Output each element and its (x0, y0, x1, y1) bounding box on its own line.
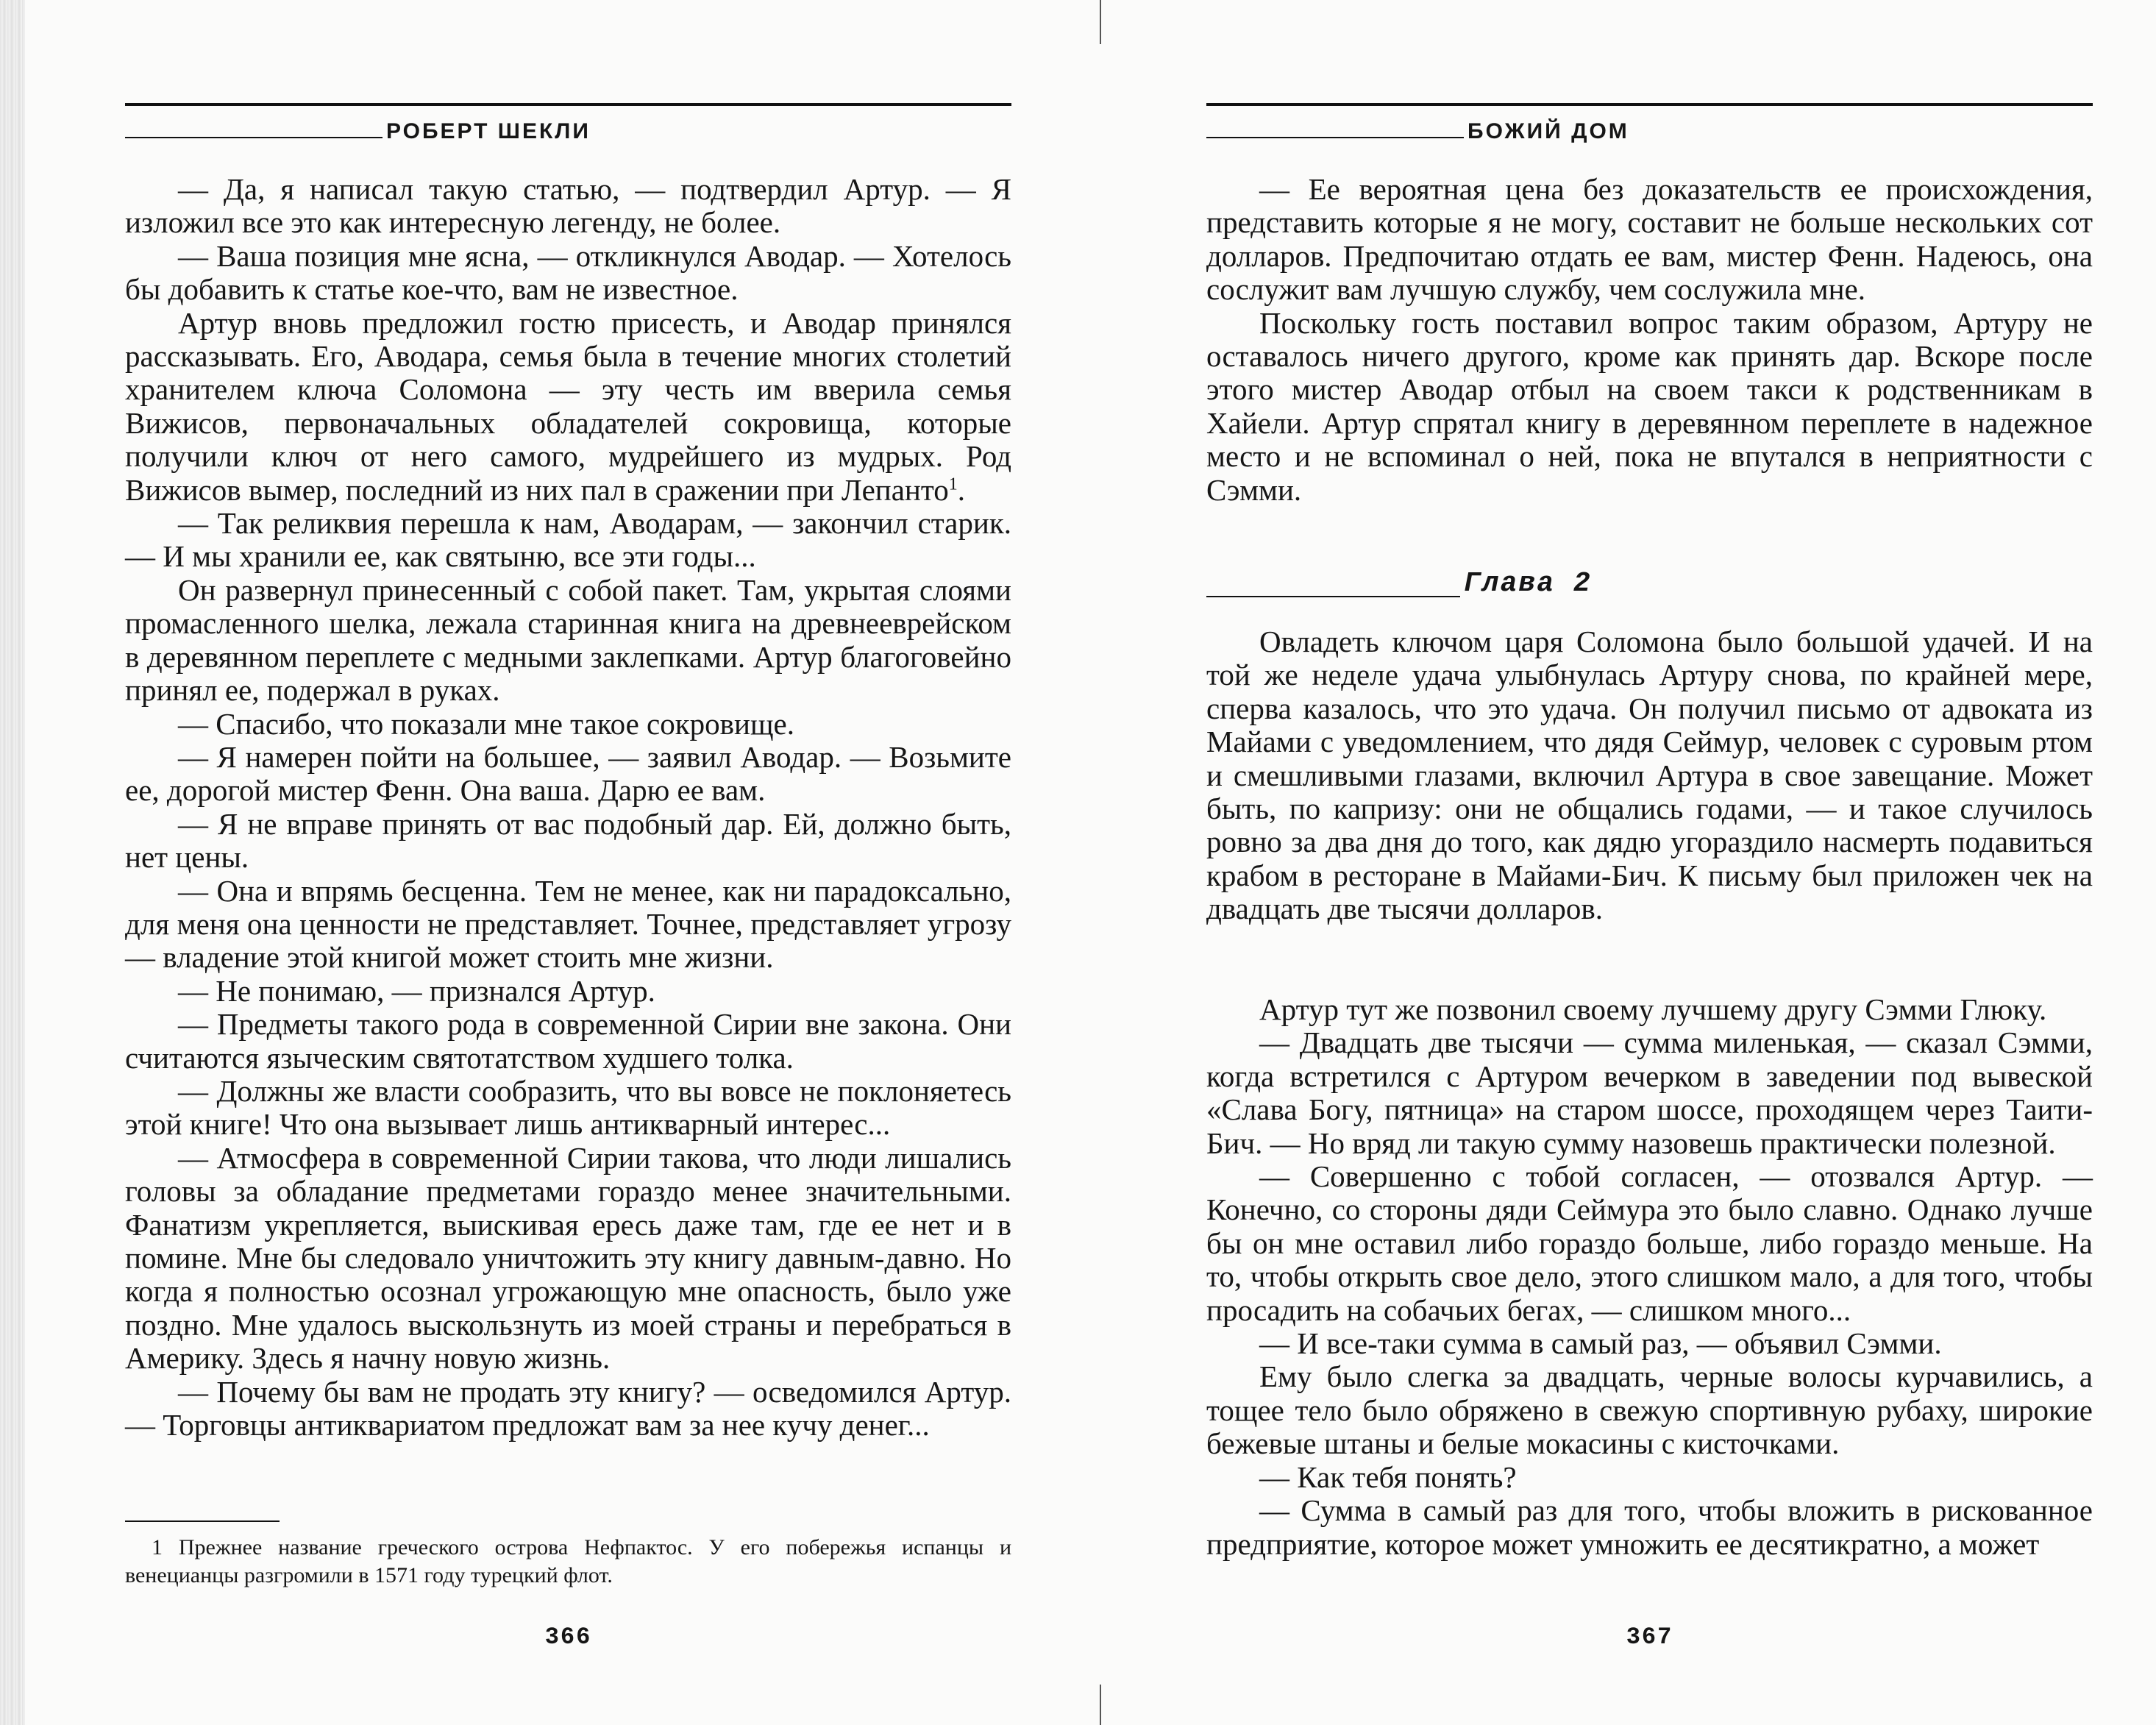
running-head-title: БОЖИЙ ДОМ (1467, 119, 1629, 143)
footnote-marker: 1 (948, 474, 958, 494)
gutter-line (1100, 1685, 1101, 1725)
paragraph: Поскольку гость поставил вопрос таким образом, Артуру не оставалось ничего другого, кроме как принять дар. Вскоре после этого мистер Аводар отбыл на своем такси к родственникам в Хайели. Артур спрятал книгу в деревянном переплете в надежное место и не вспоминал о ней, пока не впутался в неприятности с Сэмми. (1206, 305, 2093, 507)
paragraph: Он развернул принесенный с собой пакет. Там, укрытая слоями промасленного шелка, лежала старинная книга на древнееврейском в деревянном переплете с медными заклепками. Артур благоговейно принял ее, подержал в руках. (125, 572, 1011, 708)
paragraph: — Предметы такого рода в современной Сирии вне закона. Они считаются языческим святотатством худшего толка. (125, 1007, 1011, 1075)
running-head-author: РОБЕРТ ШЕКЛИ (386, 119, 591, 143)
body-text (1206, 173, 2093, 507)
section-text (1206, 993, 2093, 1561)
paragraph-text: Артур вновь предложил гостю присесть, и Аводар принялся рассказывать. Его, Аводара, семья была в течение многих столетий хранителем ключа Соломона — эту честь им вверила семья Вижисов, первоначальных обладателей сокровища, которые получили ключ от него самого, мудрейшего из мудрых. Род Вижисов вымер, последний из них пал в сражении при Лепанто (125, 305, 1011, 507)
paragraph: — Да, я написал такую статью, — подтвердил Артур. — Я изложил все это как интересную легенду, не более. (125, 172, 1011, 240)
paragraph: — Так реликвия перешла к нам, Аводарам, — закончил старик. — И мы хранили ее, как святыню, все эти годы... (125, 506, 1011, 574)
paragraph: — Не понимаю, — признался Артур. (178, 973, 655, 1008)
chapter-rule (1206, 596, 1460, 597)
paragraph: — Спасибо, что показали мне такое сокровище. (178, 706, 794, 741)
paragraph: — И все-таки сумма в самый раз, — объявил Сэмми. (1259, 1326, 1942, 1361)
paragraph: — Я не вправе принять от вас подобный дар. Ей, должно быть, нет цены. (125, 806, 1011, 875)
header-short-rule (1206, 137, 1464, 138)
paragraph: — Я намерен пойти на большее, — заявил Аводар. — Возьмите ее, дорогой мистер Фенн. Она ваша. Дарю ее вам. (125, 739, 1011, 808)
paragraph: — Двадцать две тысячи — сумма миленькая, — сказал Сэмми, когда встретился с Артуром вечерком в заведении под вывеской «Слава Богу, пятница» на старом шоссе, проходящем через Таити-Бич. — Но вряд ли такую сумму назовешь практически полезной. (1206, 1025, 2093, 1160)
left-page (125, 0, 1011, 1725)
paragraph: Артур тут же позвонил своему лучшему другу Сэмми Глюку. (1259, 992, 2047, 1026)
chapter-text (1206, 625, 2093, 926)
header-short-rule (125, 137, 383, 138)
chapter-title: Глава 2 (1464, 568, 1592, 600)
right-page (1206, 0, 2093, 1725)
chapter-heading (1206, 565, 2093, 602)
page-number: 366 (544, 1623, 592, 1651)
paragraph: Ему было слегка за двадцать, черные волосы курчавились, а тощее тело было обряжено в свежую спортивную рубаху, широкие бежевые штаны и белые мокасины с кисточками. (1206, 1359, 2093, 1461)
paragraph: — Почему бы вам не продать эту книгу? — осведомился Артур. — Торговцы антиквариатом предложат вам за нее кучу денег... (125, 1374, 1011, 1443)
running-head (1206, 103, 2093, 147)
footnote-number: 1 (152, 1535, 163, 1559)
paragraph: — Как тебя понять? (1259, 1459, 1517, 1494)
paragraph: Артур вновь предложил гостю присесть, и Аводар принялся рассказывать. Его, Аводара, семья была в течение многих столетий хранителем ключа Соломона — эту честь им вверила семья Вижисов, первоначальных обладателей сокровища, которые получили ключ от него самого, мудрейшего из мудрых. Род Вижисов вымер, последний из них пал в сражении при Лепанто$^1$. (125, 305, 1011, 507)
paragraph: — Она и впрямь бесценна. Тем не менее, как ни парадоксально, для меня она ценности не представляет. Точнее, представляет угрозу — владение этой книгой может стоить мне жизни. (125, 873, 1011, 975)
header-rule (1206, 103, 2093, 106)
paragraph: — Ваша позиция мне ясна, — откликнулся Аводар. — Хотелось бы добавить к статье кое-что, вам не известное. (125, 238, 1011, 307)
footnote-text: Прежнее название греческого острова Нефпактос. У его побережья испанцы и венецианцы разгромили в 1571 году турецкий флот. (125, 1535, 1011, 1587)
paragraph: — Должны же власти сообразить, что вы вовсе не поклоняетесь этой книге! Что она вызывает лишь антикварный интерес... (125, 1073, 1011, 1142)
header-rule (125, 103, 1011, 106)
paragraph: Овладеть ключом царя Соломона было большой удачей. И на той же неделе удача улыбнулась Артуру снова, по крайней мере, сперва казалось, что это удача. Он получил письмо от адвоката из Майами с уведомлением, что дядя Сеймур, человек с суровым ртом и смешливыми глазами, включил Артура в свое завещание. Может быть, по капризу: они не общались годами, — и такое случилось ровно за два дня до того, как дядю угораздило насмерть подавиться крабом в ресторане в Майами-Бич. К письму был приложен чек на двадцать две тысячи долларов. (1206, 625, 2093, 926)
paragraph: — Ее вероятная цена без доказательств ее происхождения, представить которые я не могу, составит не больше нескольких сот долларов. Предпочитаю отдать ее вам, мистер Фенн. Надеюсь, она сослужит вам лучшую службу, чем сослужила мне. (1206, 172, 2093, 307)
body-text (125, 173, 1011, 1442)
paragraph: — Атмосфера в современной Сирии такова, что люди лишались головы за обладание предметами гораздо менее значительными. Фанатизм укрепляется, выискивая ересь даже там, где ее нет и в помине. Мне бы следовало уничтожить эту книгу давным-давно. Но когда я полностью осознал угрожающую мне опасность, было уже поздно. Мне удалось выскользнуть из моей страны и перебраться в Америку. Здесь я начну новую жизнь. (125, 1140, 1011, 1376)
footnote (125, 1534, 1011, 1590)
footnote-rule (125, 1521, 280, 1522)
page-edge-shadow (0, 0, 25, 1725)
running-head (125, 103, 1011, 147)
page-number: 367 (1626, 1623, 1673, 1651)
footnote-paragraph (125, 1534, 1011, 1590)
paragraph: — Сумма в самый раз для того, чтобы вложить в рискованное предприятие, которое может умножить ее десятикратно, а может (1206, 1493, 2093, 1561)
gutter-line (1100, 0, 1101, 44)
paragraph: — Совершенно с тобой согласен, — отозвался Артур. — Конечно, со стороны дяди Сеймура это было славно. Однако лучше бы он мне оставил либо гораздо больше, либо гораздо меньше. На то, чтобы открыть свое дело, этого слишком мало, а для того, чтобы просадить на собачьих бегах, — слишком много... (1206, 1159, 2093, 1327)
